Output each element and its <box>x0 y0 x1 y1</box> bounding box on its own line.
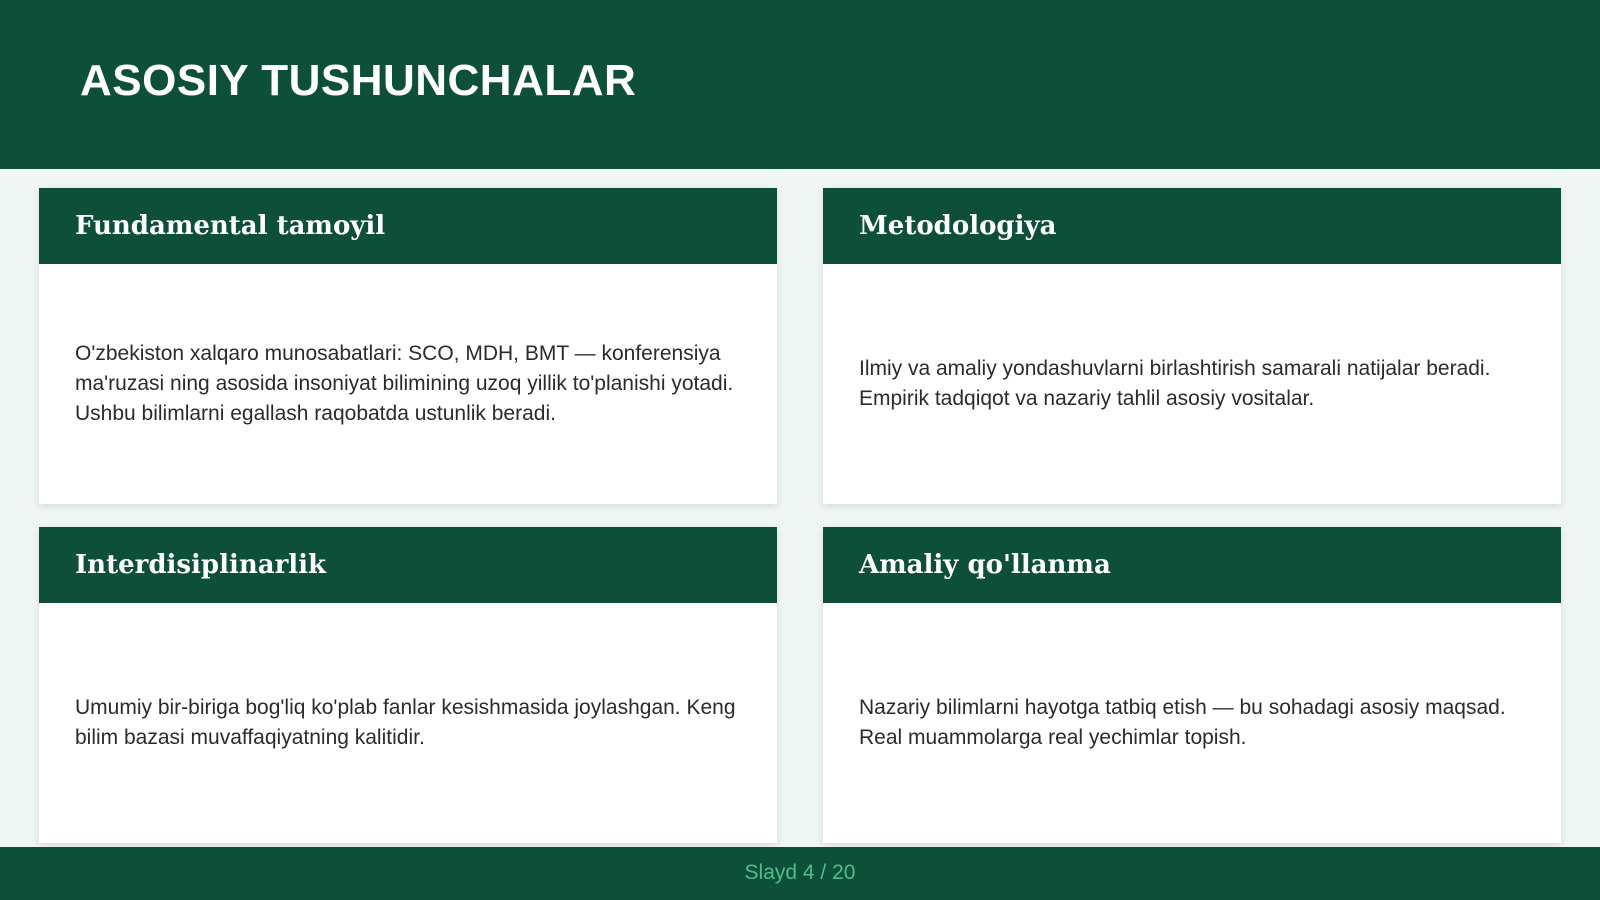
card-text: Umumiy bir-biriga bog'liq ko'plab fanlar kesishmasida joylashgan. Keng bilim bazasi muvaffaqiyatning kalitidir. <box>75 696 736 749</box>
card-text: O'zbekiston xalqaro munosabatlari: SCO, MDH, BMT — konferensiya ma'ruzasi ning asosida insoniyat bilimining uzoq yillik to'planishi yotadi. Ushbu bilimlarni egallash raqobatda ustunlik beradi. <box>75 342 734 425</box>
card-header <box>39 527 777 603</box>
card-title: Amaliy qo'llanma <box>859 550 1111 580</box>
slide-header <box>0 0 1600 169</box>
card-body <box>823 603 1561 843</box>
card-header <box>823 188 1561 264</box>
card-text: Ilmiy va amaliy yondashuvlarni birlashtirish samarali natijalar beradi. Empirik tadqiqot va nazariy tahlil asosiy vositalar. <box>859 357 1491 410</box>
concept-card-fundamental <box>39 188 777 504</box>
card-header <box>39 188 777 264</box>
card-title: Interdisiplinarlik <box>75 550 327 580</box>
card-body <box>39 603 777 843</box>
concept-card-methodology <box>823 188 1561 504</box>
slide-counter: Slayd 4 / 20 <box>744 860 856 884</box>
card-title: Fundamental tamoyil <box>75 211 386 241</box>
concept-card-interdisciplinary <box>39 527 777 843</box>
card-body <box>823 264 1561 504</box>
card-body <box>39 264 777 504</box>
card-text: Nazariy bilimlarni hayotga tatbiq etish — bu sohadagi asosiy maqsad. Real muammolarga real yechimlar topish. <box>859 696 1506 749</box>
card-header <box>823 527 1561 603</box>
slide-footer <box>0 847 1600 900</box>
concept-card-practical <box>823 527 1561 843</box>
slide-title: ASOSIY TUSHUNCHALAR <box>80 55 637 105</box>
card-title: Metodologiya <box>859 211 1057 241</box>
